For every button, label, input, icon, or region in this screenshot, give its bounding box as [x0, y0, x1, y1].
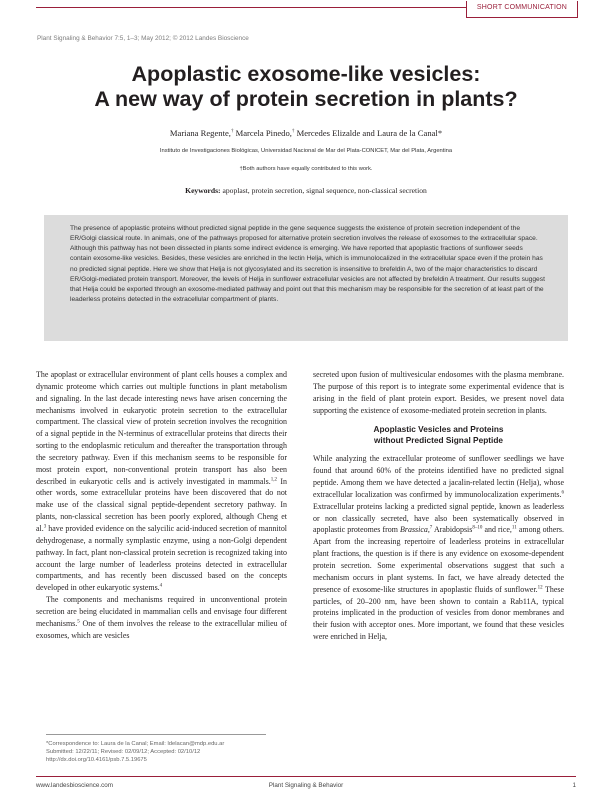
- text-run: and rice,: [482, 525, 512, 535]
- body-column-right: [313, 369, 564, 643]
- journal-citation-line: Plant Signaling & Behavior 7:5, 1–3; May 2012; © 2012 Landes Bioscience: [37, 35, 249, 42]
- paragraph: secreted upon fusion of multivesicular endosomes with the plasma membrane. The purpose of this report is to integrate some experimental evidence that is arising in the field of plant protein export. Besides, we present novel data supporting the existence of exosome-mediated protein secretion in plants.: [313, 370, 564, 415]
- text-run: Extracellular proteins lacking a predicted signal peptide, known as leaderless or non classically secreted, have also been systematically observed in apoplastic proteomes from: [313, 501, 564, 535]
- author-1: Mariana Regente,: [169, 128, 231, 138]
- citation-ref: 12: [537, 585, 543, 591]
- text-run: among others. Apart from the increasing repertoire of leaderless proteins in extracellular plant fractions, the question is if there is any evidence on exosome-dependent protein secretion. Some experimental observations suggest that such a mechanism occurs in plant systems. In fact, we have already detected the presence of exosome-like structures in apoplastic fluids of sunflower.: [313, 525, 564, 594]
- paragraph: [36, 369, 287, 594]
- section-heading-line-1: Apoplastic Vesicles and Proteins: [373, 424, 504, 435]
- citation-ref: 6: [561, 490, 564, 496]
- article-type-label: SHORT COMMUNICATION: [476, 4, 568, 11]
- citation-ref: 5: [77, 619, 80, 625]
- citation-ref: 3: [43, 524, 47, 530]
- author-2-mark: †: [291, 129, 295, 135]
- correspondence-rule: [46, 734, 266, 735]
- doi-link[interactable]: http://dx.doi.org/10.4161/psb.7.5.19675: [46, 757, 147, 763]
- abstract-box: [44, 215, 568, 341]
- correspondence-block: [46, 740, 266, 764]
- citation-ref: 4: [159, 583, 163, 589]
- footer-rule: [36, 776, 576, 777]
- paragraph: While analyzing the extracellular proteome of sunflower seedlings we have found that around 60% of the proteins identified have no predicted signal peptide. Among them we have detected a jacalin-related lectin (Helja), whose extracellular localization was confirmed by immunolocalization experiments.$^6$ Extracellular proteins lacking a predicted signal peptide, known as leaderless or non classically secreted, have also been systematically observed in apoplastic proteomes from Brassica,$^7$ Arabidopsis$^{8-10}$ and rice,$^{11}$ among others. Apart from the increasing repertoire of leaderless proteins in extracellular plant fractions, the question is if there is any evidence on exosome-dependent protein secretion. Some experimental observations suggest that such a mechanism occurs in plant systems. In fact, we have already detected the presence of exosome-like structures in apoplastic fluids of sunflower.$^{12}$ These particles, of 20–200 nm, have been shown to contain a Rab11A, typical proteins implicated in the production of vesicles from donor membranes and their fusion with acceptor ones. More important, we found that these vesicles were enriched in Helja,: [313, 454, 565, 642]
- title-line-2: A new way of protein secretion in plants?: [94, 87, 518, 111]
- author-3-4: Mercedes Elizalde and Laura de la Canal*: [294, 128, 443, 138]
- text-run: One of them involves the release to the extracellular milieu of exosomes, which are vesicles: [36, 618, 287, 640]
- section-heading: [313, 424, 564, 446]
- keywords-label: Keywords:: [185, 186, 221, 195]
- equal-contribution-note: †Both authors have equally contributed to this work.: [239, 166, 373, 172]
- affiliation: Instituto de Investigaciones Biológicas, Universidad Nacional de Mar del Plata-CONICET, Mar del Plata, Argentina: [159, 148, 453, 154]
- page-number: 1: [572, 782, 576, 789]
- keywords: [36, 186, 576, 195]
- author-list: [36, 128, 576, 138]
- correspondence-line: *Correspondence to: Laura de la Canal; Email: ldelacan@mdp.edu.ar: [46, 741, 225, 747]
- citation-ref: 11: [511, 525, 517, 531]
- article-title: [36, 62, 576, 112]
- keywords-text: apoplast, protein secretion, signal sequence, non-classical secretion: [220, 186, 427, 195]
- footer-website-link[interactable]: www.landesbioscience.com: [36, 782, 113, 789]
- footer-journal-name: Plant Signaling & Behavior: [268, 782, 344, 789]
- citation-ref: 1,2: [270, 476, 277, 482]
- section-heading-line-2: without Predicted Signal Peptide: [373, 435, 504, 446]
- text-run: Arabidopsis: [432, 525, 473, 535]
- text-run: The components and mechanisms required in unconventional protein secretion are being elucidated in mammalian cells and envisage four different mechanisms.: [36, 595, 287, 628]
- article-type-tab: [466, 1, 578, 18]
- title-line-1: Apoplastic exosome-like vesicles:: [131, 62, 481, 86]
- text-run: In other words, some extracellular proteins have been discovered that do not make use of the classical signal peptide-dependent secretory pathway. In plants, non-classical secretion has been poorly explored, although Cheng et al.: [36, 476, 287, 533]
- text-run: have provided evidence on the salycilic acid-induced secretion of mannitol dehydrogenase, a normally symplastic enzyme, using a non-Golgi dependent pathway. In fact, plant non-classical protein secretion is recognized taking into account the large number of leaderless proteins detected in extracellular compartments, and has recently been discussed based on the concepts developed in other eukaryotic systems.: [36, 523, 287, 593]
- author-2: Marcela Pinedo,: [233, 128, 292, 138]
- author-1-mark: †: [230, 129, 234, 135]
- submission-dates: Submitted: 12/22/11; Revised: 02/09/12; Accepted: 02/10/12: [46, 749, 201, 755]
- text-run-italic: Brassica: [400, 525, 428, 535]
- text-run: While analyzing the extracellular proteome of sunflower seedlings we have found that around 60% of the proteins identified have no predicted signal peptide. Among them we have detected a jacalin-related lectin (Helja), whose extracellular localization was confirmed by immunolocalization experiments.: [313, 454, 564, 499]
- text-run: The apoplast or extracellular environment of plant cells houses a complex and dynamic proteome which carries out multiple functions in plant metabolism and signaling. In the last decade interesting news have arisen concerning the mechanisms involved in eukaryotic protein secretion to the extracellular compartment. The classical view of protein secretion involves the recognition of a signal peptide in the N-terminus of extracellular proteins that directs their sorting to the endoplasmic reticulum and thereafter the transportation through the secretory pathway. Even if this mechanism seems to be responsible for most protein export, non-conventional protein transport has also been described in eukaryotic cells and is actively investigated in mammals.: [36, 370, 287, 486]
- citation-ref: 7: [429, 525, 433, 531]
- body-column-left: [36, 369, 287, 641]
- abstract-text: The presence of apoplastic proteins without predicted signal peptide in the gene sequence suggests the existence of protein secretion independent of the ER/Golgi classical route. In animals, one of the pathways proposed for alternative protein secretion involves the release of exosomes to the extracellular space. Although this pathway has not been dissected in plants some indirect evidence is emerging. We have reported that apoplastic fractions of sunflower seeds contain exosome-like vesicles. Besides, these vesicles are enriched in the lectin Helja, which is immunolocalized in the extracellular space even if the protein has no predicted signal peptide. Here we show that Helja is not glycosylated and its secretion is insensitive to brefeldin A, two of the major characteristics to discard ER/Golgi-mediated protein transport. Moreover, the levels of Helja in sunflower extracellular vesicles are not affected by brefeldin A treatment. Our results suggest that Helja could be exported through an exosome-mediated pathway and point out that this mechanism may be responsible for the secretion of at least part of the leaderless proteins detected in the extracellular compartment of plants.: [70, 225, 545, 304]
- citation-ref: 8–10: [472, 525, 483, 531]
- paragraph: [36, 594, 287, 641]
- text-run: These particles, of 20–200 nm, have been shown to contain a Rab11A, typical proteins implicated in the production of vesicles from donor membranes and their fusion with acceptor ones. More important, we found that these vesicles were enriched in Helja,: [313, 584, 565, 642]
